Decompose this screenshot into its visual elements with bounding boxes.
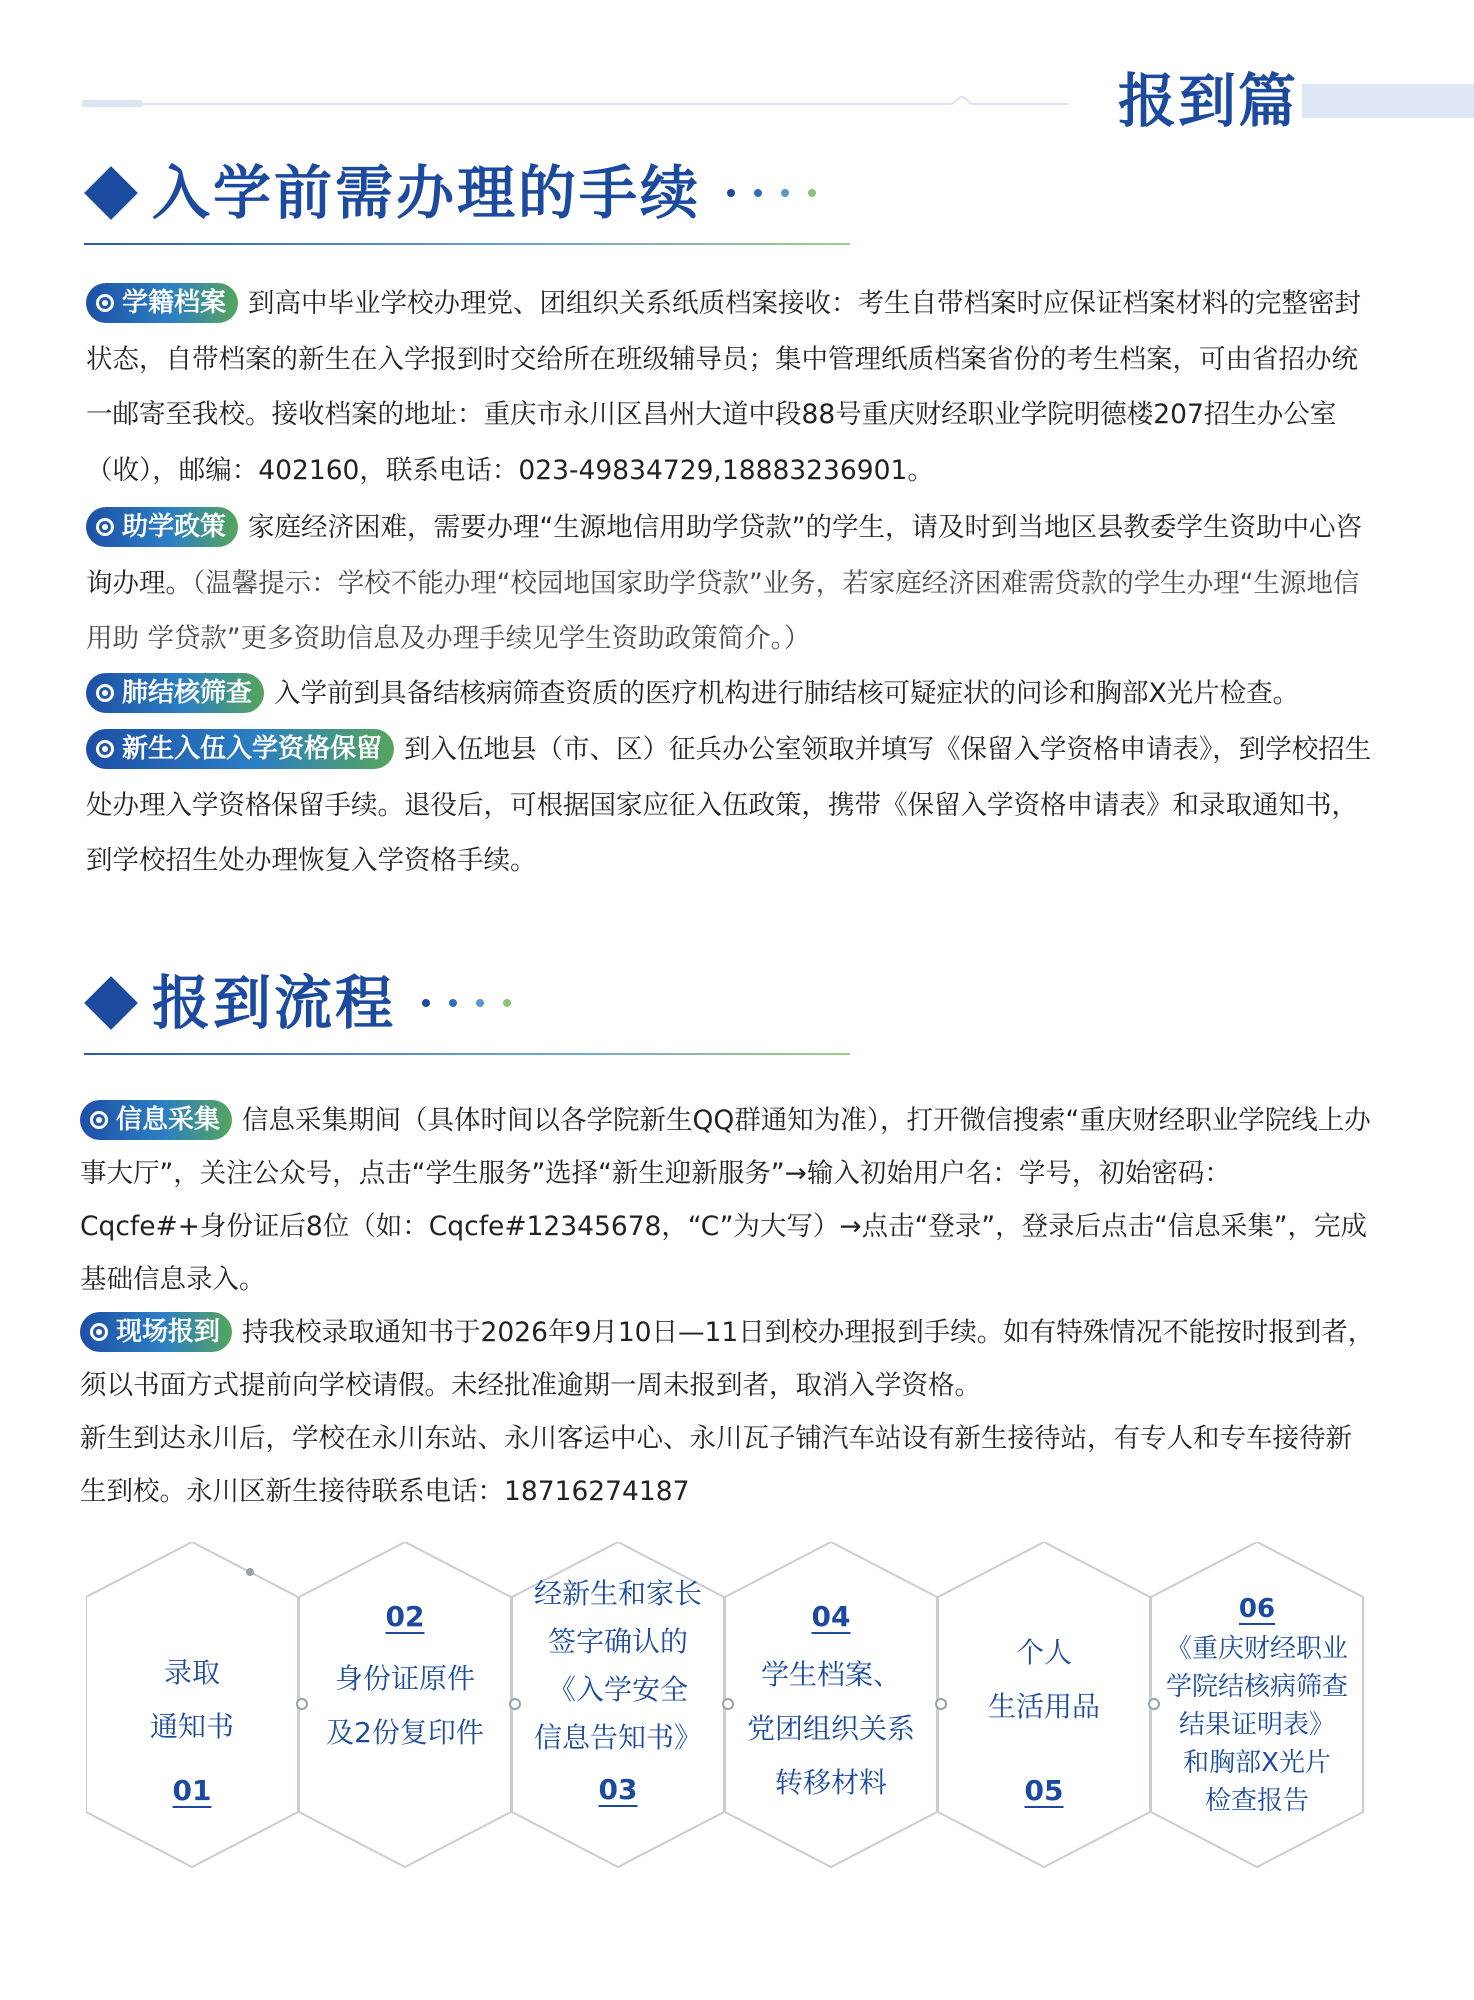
step-line: 及2份复印件 [326,1716,484,1749]
item-archive [86,276,1376,498]
tag-label: 现场报到 [116,1317,221,1347]
tag-label: 新生入伍入学资格保留 [122,734,383,764]
step-05 [944,1626,1144,1818]
tag-label: 肺结核筛查 [122,678,253,708]
registration-steps [86,1542,1376,1872]
step-line: 《重庆财经职业 [1165,1634,1348,1664]
item-text: 入学前到具备结核病筛查资质的医疗机构进行肺结核可疑症状的问诊和胸部X光片检查。 [274,678,1300,709]
tag-label: 助学政策 [122,512,227,542]
tag-badge [86,283,238,323]
step-line: 《入学安全 [547,1673,688,1706]
section-divider [84,1053,850,1055]
step-line: 经新生和家长 [533,1577,702,1610]
step-line: 学生档案、 [760,1658,901,1691]
step-number: 01 [172,1774,212,1807]
item-info-collection [80,1094,1376,1306]
item-text: 到高中毕业学校办理党、团组织关系纸质档案接收：考生自带档案时应保证档案材料的完整密封状态，自带档案的新生在入学报到时交给所在班级辅导员；集中管理纸质档案省份的考生档案，可由省招办统一邮寄至我校。接收档案的地址：重庆市永川区昌州大道中段88号重庆财经职业学院明德楼207招生办公室（收），邮编：402160，联系电话：023-49834729,18883236901。 [86,288,1362,486]
step-line: 签字确认的 [547,1625,688,1658]
step-number: 03 [598,1773,638,1806]
item-tb-screening [86,666,1376,722]
step-line: 个人 [1015,1636,1072,1669]
item-text: 到入伍地县（市、区）征兵办公室领取并填写《保留入学资格申请表》，到学校招生处办理入学资格保留手续。退役后，可根据国家应征入伍政策，携带《保留入学资格申请表》和录取通知书，到学校招生处办理恢复入学资格手续。 [86,734,1372,876]
step-line: 转移材料 [774,1766,887,1799]
bullseye-icon [90,1323,108,1341]
step-line: 录取 [163,1656,220,1689]
step-line: 生活用品 [987,1690,1100,1723]
item-text: 信息采集期间（具体时间以各学院新生QQ群通知为准），打开微信搜索“重庆财经职业学院线上办事大厅”，关注公众号，点击“学生服务”选择“新生迎新服务”→输入初始用户名：学号，初始密码：Cqcfe#+身份证后8位（如：Cqcfe#12345678，“C”为大写）→点击“登录”，登录后点击“信息采集”，完成基础信息录入。 [80,1105,1371,1295]
step-line: 检查报告 [1204,1786,1309,1816]
step-number: 05 [1024,1774,1064,1807]
section-title: 报到流程 [152,969,397,1037]
item-enlistment [86,722,1376,889]
bullseye-icon [90,1111,108,1129]
tag-badge [80,1100,232,1140]
dots-icon [422,999,511,1007]
step-01 [92,1646,292,1818]
section-divider [84,243,850,245]
item-text: 持我校录取通知书于2026年9月10日—11日到校办理报到手续。如有特殊情况不能按时报到者，须以书面方式提前向学校请假。未经批准逾期一周未报到者，取消入学资格。 [80,1317,1375,1401]
bullseye-icon [96,684,114,702]
step-06 [1150,1590,1364,1820]
dots-icon [727,189,816,197]
header-decorative-line [82,96,1068,110]
reception-note: 新生到达永川后，学校在永川东站、永川客运中心、永川瓦子铺汽车站设有新生接待站，有专人和专车接待新生到校。永川区新生接待联系电话：18716274187 [80,1423,1352,1507]
section-heading-procedures [84,158,816,228]
step-line: 信息告知书》 [533,1721,702,1754]
step-line: 身份证原件 [334,1662,475,1695]
item-onsite-registration [80,1306,1376,1412]
page-category-title: 报到篇 [1118,67,1299,135]
bullseye-icon [96,740,114,758]
tag-label: 信息采集 [116,1105,221,1135]
step-line: 学院结核病筛查 [1165,1672,1348,1702]
section-title: 入学前需办理的手续 [152,159,702,227]
tag-badge [86,507,238,547]
item-aid-policy [86,500,1376,667]
step-number: 02 [385,1600,425,1633]
step-number: 06 [1238,1594,1276,1624]
diamond-icon [84,166,138,220]
diamond-icon [84,976,138,1030]
section-heading-registration [84,968,511,1038]
tag-badge [86,729,394,769]
step-02 [305,1590,505,1760]
item-text: 家庭经济困难，需要办理“生源地信用助学贷款”的学生，请及时到当地区县教委学生资助中心咨询办理。 [86,512,1362,599]
step-line: 党团组织关系 [746,1712,915,1745]
tag-badge [80,1312,232,1352]
step-number: 04 [811,1600,851,1633]
step-line: 和胸部X光片 [1183,1748,1331,1778]
header-accent-bar [1302,84,1474,118]
tag-badge [86,673,264,713]
bullseye-icon [96,518,114,536]
step-line: 结果证明表》 [1178,1710,1335,1740]
step-04 [731,1590,931,1810]
step-line: 通知书 [149,1710,234,1743]
step-03 [518,1570,718,1814]
tag-label: 学籍档案 [122,288,227,318]
item-note: （温馨提示：学校不能办理“校园地国家助学贷款”业务，若家庭经济困难需贷款的学生办理“生源地信用助 学贷款”更多资助信息及办理手续见学生资助政策简介。） [86,567,1360,654]
bullseye-icon [96,294,114,312]
